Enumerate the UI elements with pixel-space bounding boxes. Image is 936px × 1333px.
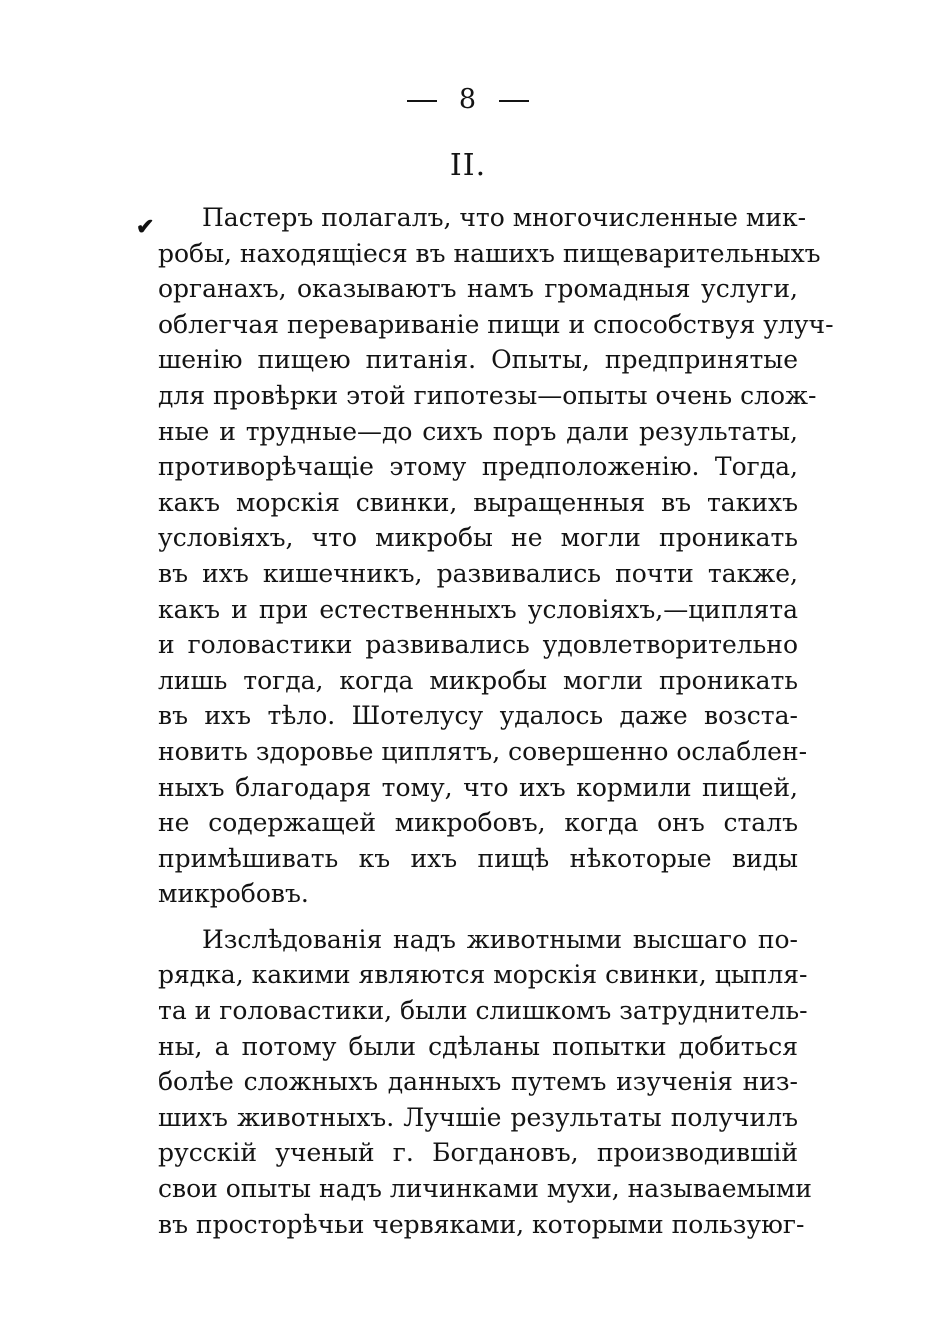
text-line: какъ морскія свинки, выращенныя въ такихъ [158, 487, 798, 517]
text-line: шихъ животныхъ. Лучшіе результаты получилъ [158, 1102, 798, 1132]
page-number [0, 84, 936, 115]
text-line: робы, находящіеся въ нашихъ пищеварительныхъ [158, 238, 821, 268]
text-line: противорѣчащіе этому предположенію. Тогда, [158, 452, 798, 482]
text-line: свои опыты надъ личинками мухи, называемыми [158, 1174, 812, 1204]
text-line: для провѣрки этой гипотезы—опыты очень слож- [158, 380, 817, 410]
text-line: ны, а потому были сдѣланы попытки добиться [158, 1031, 798, 1061]
text-line: та и головастики, были слишкомъ затруднитель- [158, 996, 808, 1026]
text-line: въ ихъ кишечникъ, развивались почти также, [158, 558, 798, 588]
paragraph-gap [158, 912, 798, 922]
text-line: русскій ученый г. Богдановъ, производившій [158, 1138, 798, 1168]
text-line: болѣе сложныхъ данныхъ путемъ изученія низ- [158, 1067, 798, 1097]
text-line: въ просторѣчьи червяками, которыми пользуюг- [158, 1209, 805, 1239]
text-line: шенію пищею питанія. Опыты, предпринятые [158, 345, 798, 375]
text-line: ные и трудные—до сихъ поръ дали результаты, [158, 416, 798, 446]
text-line: рядка, какими являются морскія свинки, цыпля- [158, 960, 808, 990]
page-number-dash-left [407, 100, 437, 102]
text-line: новить здоровье циплятъ, совершенно ослаблен- [158, 736, 808, 766]
check-mark-icon: ✔ [136, 214, 155, 240]
text-line: ныхъ благодаря тому, что ихъ кормили пищей, [158, 772, 798, 802]
text-body [158, 200, 834, 1242]
text-line: облегчая перевариваніе пищи и способствуя улуч- [158, 309, 834, 339]
text-line: Пастеръ полагалъ, что многочисленные мик- [202, 203, 807, 232]
text-line: Изслѣдованія надъ животными высшаго по- [202, 924, 798, 954]
text-line: и головастики развивались удовлетворительно [158, 630, 798, 660]
paragraph [158, 922, 812, 1242]
text-line: какъ и при естественныхъ условіяхъ,—циплята [158, 594, 798, 624]
page-number-value: 8 [458, 84, 478, 115]
text-line: микробовъ. [158, 879, 309, 909]
text-line: условіяхъ, что микробы не могли проникать [158, 523, 798, 553]
paragraph [158, 200, 834, 912]
text-line: не содержащей микробовъ, когда онъ сталъ [158, 808, 798, 838]
page-number-dash-right [499, 100, 529, 102]
text-line: лишь тогда, когда микробы могли проникать [158, 665, 798, 695]
text-line: въ ихъ тѣло. Шотелусу удалось даже возста- [158, 701, 798, 731]
text-line: примѣшивать къ ихъ пищѣ нѣкоторые виды [158, 843, 798, 873]
section-heading: II. [449, 148, 487, 183]
text-line: органахъ, оказываютъ намъ громадныя услуги, [158, 274, 798, 304]
